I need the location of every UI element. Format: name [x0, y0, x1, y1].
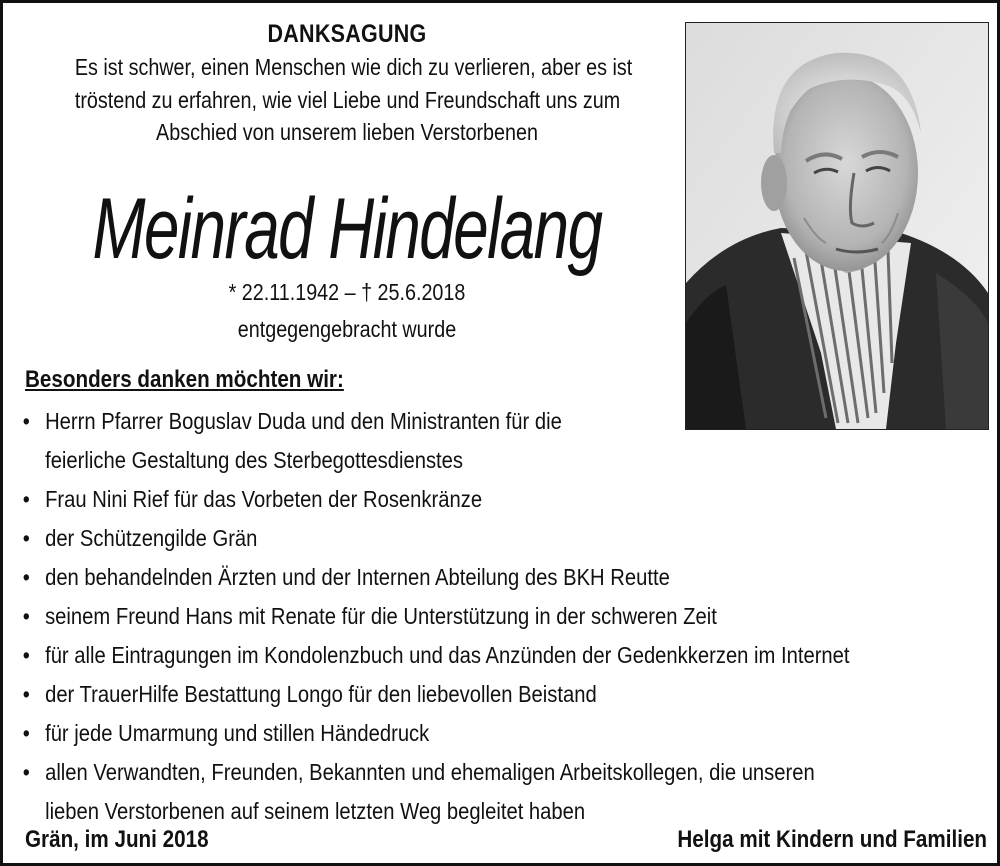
- portrait-photo: [685, 22, 989, 430]
- list-item-line: der Schützengilde Grän: [45, 525, 258, 551]
- received-text: entgegengebracht wurde: [237, 316, 457, 342]
- intro-line: Abschied von unserem lieben Verstorbenen: [156, 119, 538, 145]
- signature-line: Helga mit Kindern und Familien: [677, 826, 987, 853]
- list-item-line: der TrauerHilfe Bestattung Longo für den liebevollen Beistand: [45, 681, 597, 707]
- list-item-line: feierliche Gestaltung des Sterbegottesdienstes: [45, 447, 464, 473]
- notice-heading: DANKSAGUNG: [267, 20, 427, 48]
- list-item-line: allen Verwandten, Freunden, Bekannten und ehemaligen Arbeitskollegen, die unseren: [45, 759, 815, 785]
- list-item: [21, 402, 933, 480]
- list-item: [21, 558, 933, 597]
- deceased-name: Meinrad Hindelang: [92, 181, 602, 277]
- list-item-line: Frau Nini Rief für das Vorbeten der Rosenkränze: [45, 486, 483, 512]
- intro-line: Es ist schwer, einen Menschen wie dich zu verlieren, aber es ist: [74, 54, 633, 80]
- bullet-icon: •: [22, 408, 30, 434]
- intro-line: tröstend zu erfahren, wie viel Liebe und Freundschaft uns zum: [74, 86, 621, 113]
- bullet-icon: •: [22, 642, 30, 668]
- intro-text: [74, 51, 633, 149]
- thanks-list: [21, 402, 933, 831]
- thanks-heading: Besonders danken möchten wir:: [25, 366, 344, 393]
- bullet-icon: •: [22, 603, 30, 629]
- list-item-line: lieben Verstorbenen auf seinem letzten Weg begleitet haben: [45, 798, 586, 824]
- list-item: [21, 597, 933, 636]
- bullet-icon: •: [22, 720, 30, 746]
- list-item-line: den behandelnden Ärzten und der Internen Abteilung des BKH Reutte: [45, 564, 670, 590]
- list-item: [21, 753, 933, 831]
- intro-block: [23, 17, 671, 149]
- list-item-line: Herrn Pfarrer Boguslav Duda und den Ministranten für die: [45, 408, 562, 434]
- list-item: [21, 714, 933, 753]
- life-dates: * 22.11.1942 – † 25.6.2018: [228, 279, 466, 305]
- place-date: Grän, im Juni 2018: [25, 826, 209, 853]
- bullet-icon: •: [22, 564, 30, 590]
- bullet-icon: •: [22, 525, 30, 551]
- list-item-line: für jede Umarmung und stillen Händedruck: [45, 720, 430, 746]
- bullet-icon: •: [22, 681, 30, 707]
- list-item-line: für alle Eintragungen im Kondolenzbuch und das Anzünden der Gedenkkerzen im Internet: [45, 642, 850, 668]
- list-item: [21, 636, 933, 675]
- list-item: [21, 519, 933, 558]
- list-item: [21, 675, 933, 714]
- list-item-line: seinem Freund Hans mit Renate für die Unterstützung in der schweren Zeit: [45, 603, 717, 629]
- list-item: [21, 480, 933, 519]
- bullet-icon: •: [22, 486, 30, 512]
- bullet-icon: •: [22, 759, 30, 785]
